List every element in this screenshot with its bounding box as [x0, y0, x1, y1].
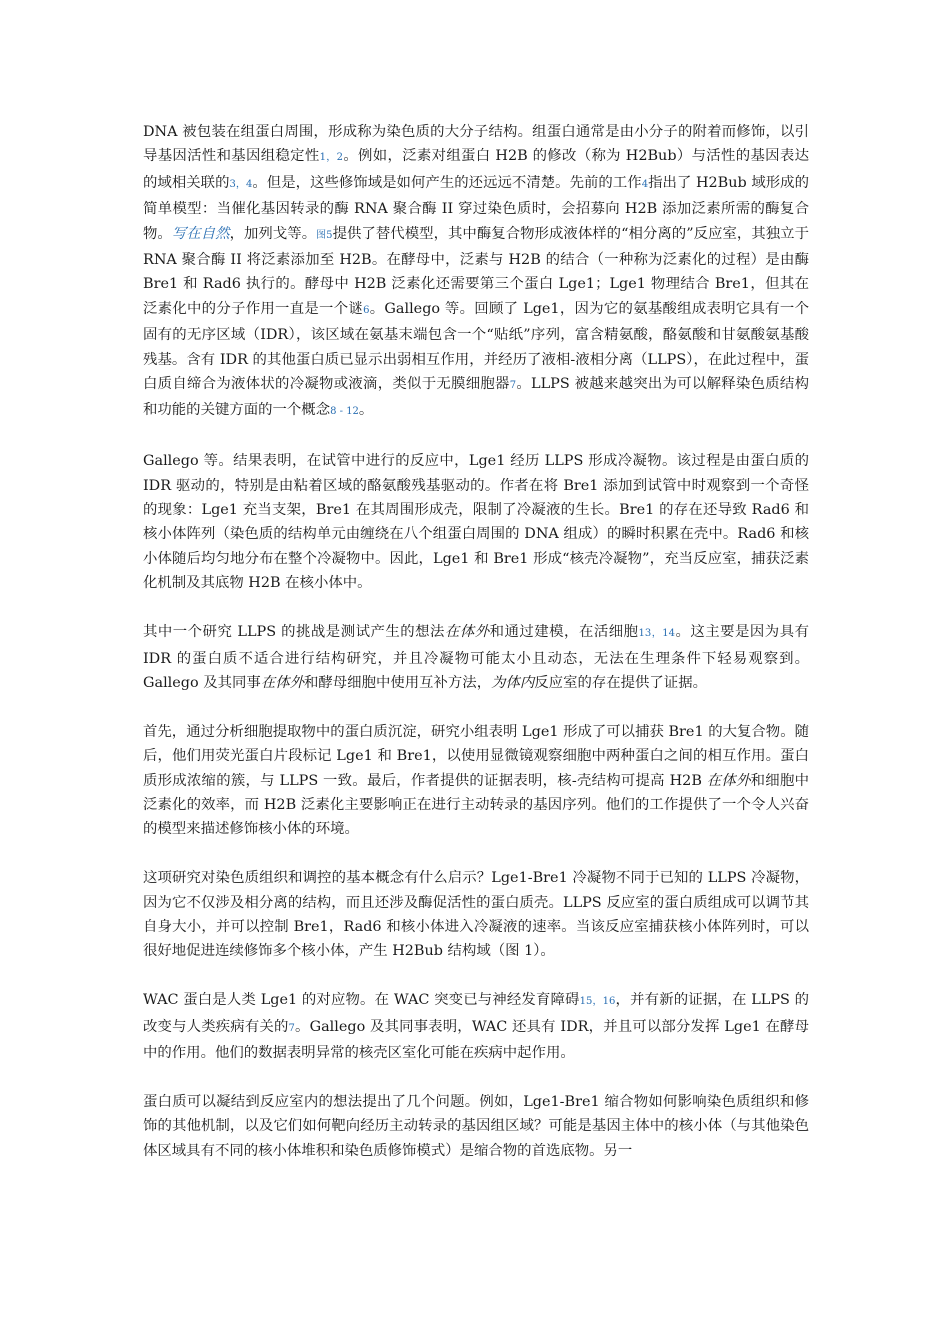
text-run: 和细胞中泛素化的效率，而 H2B 泛素化主要影响正在进行主动转录的基因序列。他们的工作提供了一个令人兴奋的模型来描述修饰核小体的环境。: [143, 772, 809, 838]
paragraph: [143, 1090, 809, 1163]
citation-link[interactable]: 15，16: [579, 996, 616, 1008]
citation-link[interactable]: 1，2: [319, 152, 343, 164]
citation-link[interactable]: 7: [509, 380, 517, 392]
text-run: 。LLPS 被越来越突出为可以解释染色质结构和功能的关键方面的一个概念: [143, 376, 809, 419]
text-run: 。Gallego 及其同事表明，WAC 还具有 IDR，并且可以部分发挥 Lge1 在酵母中的作用。他们的数据表明异常的核壳区室化可能在疾病中起作用。: [143, 1018, 809, 1061]
text-run: 这项研究对染色质组织和调控的基本概念有什么启示？Lge1-Bre1 冷凝物不同于已知的 LLPS 冷凝物，因为它不仅涉及相分离的结构，而且还涉及酶促活性的蛋白质壳。LLPS 反应室的蛋白质组成可以调节其自身大小，并可以控制 Bre1，Rad6 和核小体进入冷凝液的速率。当该反应室捕获核小体阵列时，可以很好地促进连续修饰多个核小体，产生 H2Bub 结构域（图 1）。: [143, 870, 809, 960]
italic-term: 在体外: [706, 772, 751, 789]
text-run: 反应室的存在提供了证据。: [534, 674, 707, 691]
citation-link[interactable]: 图5: [316, 229, 333, 241]
text-run: 。例如，泛素对组蛋白 H2B 的修改（称为 H2Bub）与活性的基因表达的域相关联的: [143, 148, 809, 191]
text-run: 。Gallego 等。回顾了 Lge1，因为它的氨基酸组成表明它具有一个固有的无序区域（IDR），该区域在氨基末端包含一个“贴纸”序列，富含精氨酸，酪氨酸和甘氨酸氨基酸残基。含有 IDR 的其他蛋白质已显示出弱相互作用，并经历了液相-液相分离（LLPS），在此过程中，蛋白质自缔合为液体状的冷凝物或液滴，类似于无膜细胞器: [143, 300, 809, 393]
citation-link[interactable]: 6: [363, 304, 370, 316]
text-run: 。这主要是因为具有 IDR 的蛋白质不适合进行结构研究，并且冷凝物可能太小且动态，无法在生理条件下轻易观察到。Gallego 及其同事: [143, 624, 809, 691]
text-run: 提供了替代模型，其中酶复合物形成液体样的“相分离的”反应室，其独立于 RNA 聚合酶 II 将泛素添加至 H2B。在酵母中，泛素与 H2B 的结合（一种称为泛素化的过程）是由酶 Bre1 和 Rad6 执行的。酵母中 H2B 泛素化还需要第三个蛋白 Lge1；Lge1 物理结合 Bre1，但其在泛素化中的分子作用一直是一个谜: [143, 225, 809, 317]
text-run: DNA 被包装在组蛋白周围，形成称为染色质的大分子结构。组蛋白通常是由小分子的附着而修饰，以引导基因活性和基因组稳定性: [143, 124, 809, 165]
paragraph: [143, 988, 809, 1065]
text-run: 。: [358, 402, 374, 419]
text-run: Gallego 等。结果表明，在试管中进行的反应中，Lge1 经历 LLPS 形成冷凝物。该过程是由蛋白质的 IDR 驱动的，特别是由粘着区域的酪氨酸残基驱动的。作者在将 Bre1 添加到试管中时观察到一个奇怪的现象：Lge1 充当支架，Bre1 在其周围形成壳，限制了冷凝液的生长。Bre1 的存在还导致 Rad6 和核小体阵列（染色质的结构单元由缠绕在八个组蛋白周围的 DNA 组成）的瞬时积累在壳中。Rad6 和核小体随后均匀地分布在整个冷凝物中。因此，Lge1 和 Bre1 形成“核壳冷凝物”，充当反应室，捕获泛素化机制及其底物 H2B 在核小体中。: [143, 453, 809, 592]
citation-link[interactable]: 4: [641, 178, 649, 190]
text-run: 和酵母细胞中使用互补方法，: [304, 674, 492, 691]
paragraph: [143, 866, 809, 964]
citation-link[interactable]: 13，14: [638, 628, 675, 640]
citation-link[interactable]: 7: [288, 1022, 295, 1034]
paragraph: [143, 720, 809, 842]
citation-link[interactable]: 8 - 12: [330, 406, 359, 418]
italic-term: 为体内: [491, 674, 535, 691]
text-run: ，并有新的证据，在 LLPS 的改变与人类疾病有关的: [143, 992, 810, 1035]
text-run: 其中一个研究 LLPS 的挑战是测试产生的想法: [143, 624, 445, 641]
paragraph: [143, 449, 809, 595]
text-run: 和通过建模，在活细胞: [489, 624, 639, 641]
paragraph: [143, 620, 809, 695]
italic-term: 在体外: [260, 674, 304, 691]
journal-link[interactable]: 写在自然: [171, 225, 230, 242]
text-run: 蛋白质可以凝结到反应室内的想法提出了几个问题。例如，Lge1-Bre1 缩合物如何影响染色质组织和修饰的其他机制，以及它们如何靶向经历主动转录的基因组区域？可能是基因主体中的核小体（与其他染色体区域具有不同的核小体堆积和染色质修饰模式）是缩合物的首选底物。另一: [143, 1093, 809, 1159]
text-run: 指出了 H2Bub 域形成的简单模型：当催化基因转录的酶 RNA 聚合酶 II 穿过染色质时，会招募向 H2B 添加泛素所需的酶复合物。: [143, 174, 809, 242]
paragraph: [143, 120, 809, 425]
italic-term: 在体外: [444, 624, 490, 641]
article-body: [143, 120, 809, 1187]
text-run: ，加列戈等。: [229, 225, 317, 242]
text-run: WAC 蛋白是人类 Lge1 的对应物。在 WAC 突变已与神经发育障碍: [143, 992, 580, 1009]
text-run: 。但是，这些修饰域是如何产生的还远远不清楚。先前的工作: [252, 174, 642, 191]
text-run: 首先，通过分析细胞提取物中的蛋白质沉淀，研究小组表明 Lge1 形成了可以捕获 Bre1 的大复合物。随后，他们用荧光蛋白片段标记 Lge1 和 Bre1，以使用显微镜观察细胞中两种蛋白之间的相互作用。蛋白质形成浓缩的簇，与 LLPS 一致。最后，作者提供的证据表明，核-壳结构可提高 H2B: [143, 723, 809, 789]
citation-link[interactable]: 3，4: [229, 178, 253, 190]
